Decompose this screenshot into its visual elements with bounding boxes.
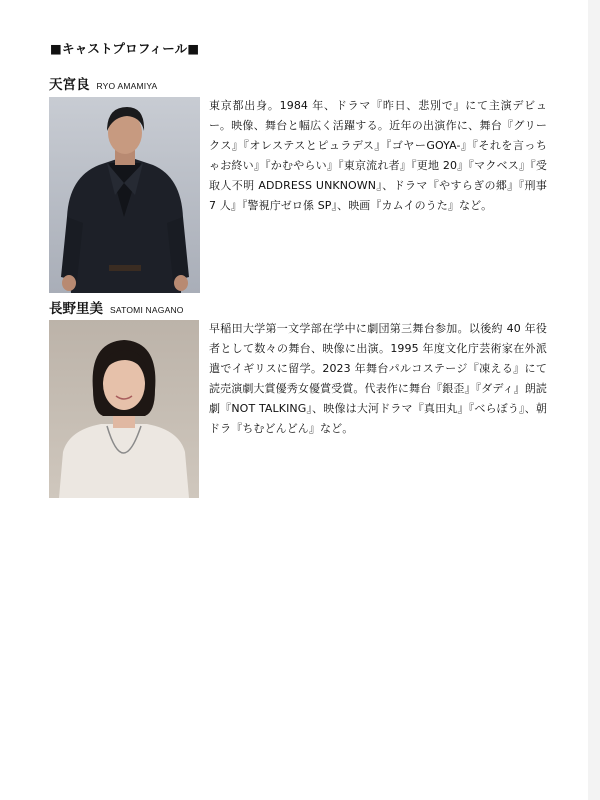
portrait-photo-ryo-amamiya xyxy=(49,97,200,293)
cast-bio-ryo-amamiya: 東京都出身。1984 年、ドラマ『昨日、悲別で』にて主演デビュー。映像、舞台と幅広く活躍する。近年の出演作に、舞台『グリークス』『オレステスとピュラデス』『ゴヤーGOYA-』『それを言っちゃお終い』『かむやらい』『東京流れ者』『更地 20』『マクベス』『受取人不明 ADDRESS UNKNOWN』、ドラマ『やすらぎの郷』『刑事 7 人』『警視庁ゼロ係 SP』、映画『カムイのうた』など。 xyxy=(209,99,547,212)
section-title: ■キャストプロフィール■ xyxy=(50,41,200,56)
portrait-photo-satomi-nagano xyxy=(49,320,199,498)
woman-portrait-icon xyxy=(49,320,199,498)
cast-name-ryo-amamiya xyxy=(49,76,157,94)
cast-bio-satomi-nagano: 早稲田大学第一文学部在学中に劇団第三舞台参加。以後約 40 年役者として数々の舞台、映像に出演。1995 年度文化庁芸術家在外派遣でイギリスに留学。2023 年舞台パルコステージ『凍える』にて読売演劇大賞優秀女優賞受賞。代表作に舞台『銀歪』『ダディ』朗読劇『NOT TALKING』、映像は大河ドラマ『真田丸』『べらぼう』、朝ドラ『ちむどんどん』など。 xyxy=(209,322,547,435)
cast-name-en: SATOMI NAGANO xyxy=(110,305,184,315)
cast-name-satomi-nagano xyxy=(49,300,184,318)
page-edge xyxy=(588,0,600,800)
man-portrait-icon xyxy=(49,97,200,293)
cast-name-en: RYO AMAMIYA xyxy=(96,81,158,91)
cast-name-jp: 天宮良 xyxy=(49,77,90,93)
cast-name-jp: 長野里美 xyxy=(49,301,103,317)
